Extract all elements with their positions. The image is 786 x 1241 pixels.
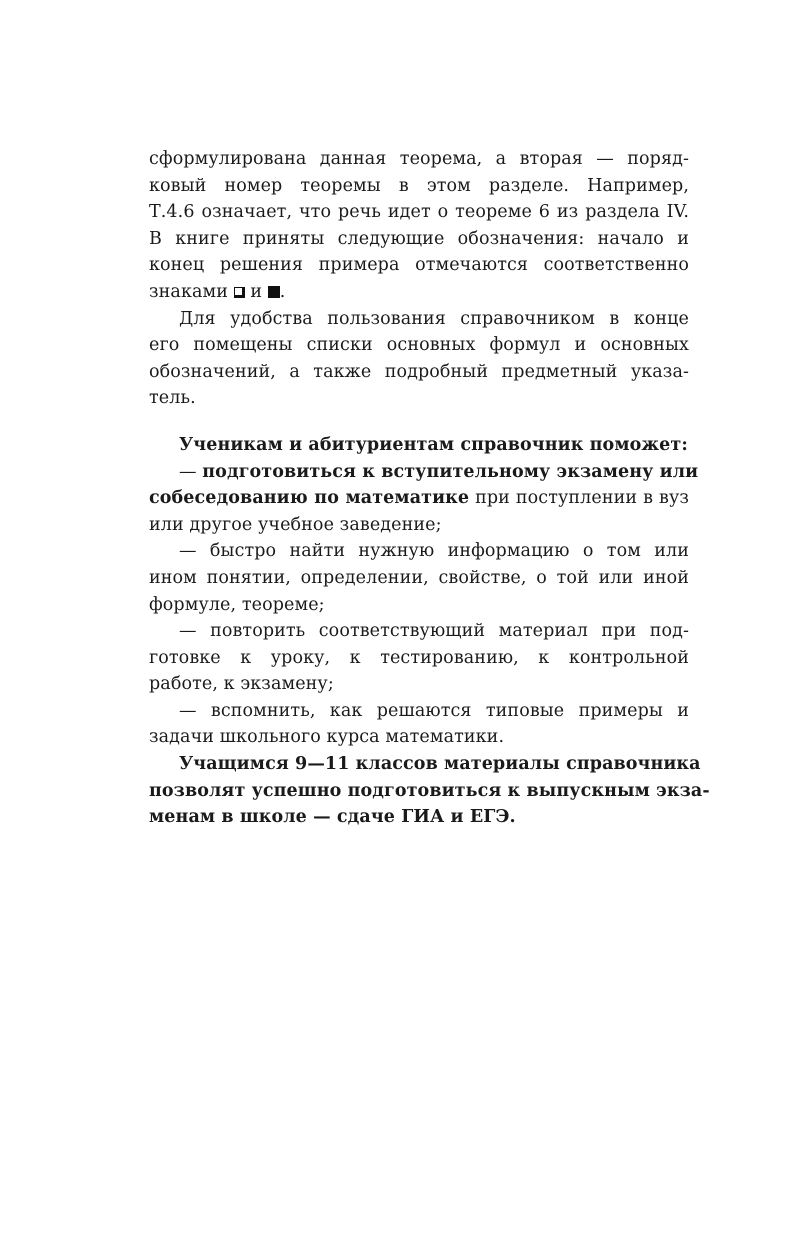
text-run: задачи школьного курса математики.: [149, 727, 505, 748]
paragraph: [149, 459, 699, 539]
text-run: его помещены списки основных формул и основных: [149, 335, 689, 356]
text-line: [149, 778, 710, 805]
text-run: — быстро найти нужную информацию о том или: [179, 541, 689, 562]
text-run: Для удобства пользования справочником в конце: [179, 308, 689, 329]
text-run: ковый номер теоремы в этом разделе. Например,: [149, 175, 689, 196]
bold-text: собеседованию по математике: [149, 488, 470, 509]
text-run: ином понятии, определении, свойстве, о той или иной: [149, 567, 689, 588]
text-run: —: [179, 461, 203, 482]
text-run: при поступлении в вуз: [469, 488, 690, 509]
text-run: — вспомнить, как решаются типовые примеры и: [179, 700, 689, 721]
text-line: [149, 751, 701, 778]
text-run: Т.4.6 означает, что речь идет о теореме 6 из раздела IV.: [149, 202, 689, 223]
text-line: [149, 618, 689, 645]
text-run: конец решения примера отмечаются соответственно: [149, 255, 689, 276]
text-run: готовке к уроку, к тестированию, к контрольной: [149, 647, 689, 668]
bold-text: подготовиться к вступительному экзамену или: [202, 461, 699, 482]
text-line: [149, 146, 689, 173]
text-line: [149, 279, 689, 306]
text-line: [149, 459, 699, 486]
text-line: [149, 671, 689, 698]
page-body-text: [149, 146, 710, 831]
text-line: [149, 306, 689, 333]
text-line: [149, 592, 689, 619]
text-run: обозначений, а также подробный предметный указа-: [149, 361, 689, 382]
text-run: .: [279, 281, 286, 302]
text-run: формуле, теореме;: [149, 594, 325, 615]
text-run: знаками: [149, 281, 234, 302]
text-line: [149, 385, 689, 412]
paragraph: [149, 698, 689, 751]
text-run: или другое учебное заведение;: [149, 514, 442, 535]
text-line: [149, 332, 689, 359]
text-line: [149, 199, 689, 226]
solution-end-mark-icon: [268, 286, 280, 298]
text-line: [149, 512, 689, 539]
text-line: [149, 698, 689, 725]
text-line: [149, 252, 689, 279]
text-run: — повторить соответствующий материал при под-: [179, 621, 689, 642]
paragraph: [149, 538, 689, 618]
text-line: [149, 226, 689, 253]
bold-text: позволят успешно подготовиться к выпускным экза-: [149, 780, 710, 801]
text-line: [149, 485, 689, 512]
text-line: [149, 724, 689, 751]
paragraph: [149, 306, 689, 412]
paragraph: [149, 146, 689, 306]
text-run: В книге приняты следующие обозначения: начало и: [149, 228, 689, 249]
solution-start-mark-icon: [234, 287, 245, 298]
text-run: работе, к экзамену;: [149, 674, 334, 695]
paragraph: [149, 618, 689, 698]
text-line: [149, 804, 689, 831]
text-line: [149, 432, 689, 459]
text-run: тель.: [149, 388, 196, 409]
text-run: и: [244, 281, 268, 302]
text-line: [149, 645, 689, 672]
text-line: [149, 538, 689, 565]
paragraph: [149, 432, 689, 459]
bold-text: Учащимся 9—11 классов материалы справочника: [179, 754, 701, 775]
text-line: [149, 173, 689, 200]
text-line: [149, 565, 689, 592]
paragraph: [149, 751, 710, 831]
text-line: [149, 359, 689, 386]
bold-text: Ученикам и абитуриентам справочник поможет:: [179, 434, 688, 455]
paragraph-gap: [149, 412, 689, 432]
bold-text: менам в школе — сдаче ГИА и ЕГЭ.: [149, 807, 516, 828]
text-run: сформулирована данная теорема, а вторая — поряд-: [149, 149, 689, 169]
